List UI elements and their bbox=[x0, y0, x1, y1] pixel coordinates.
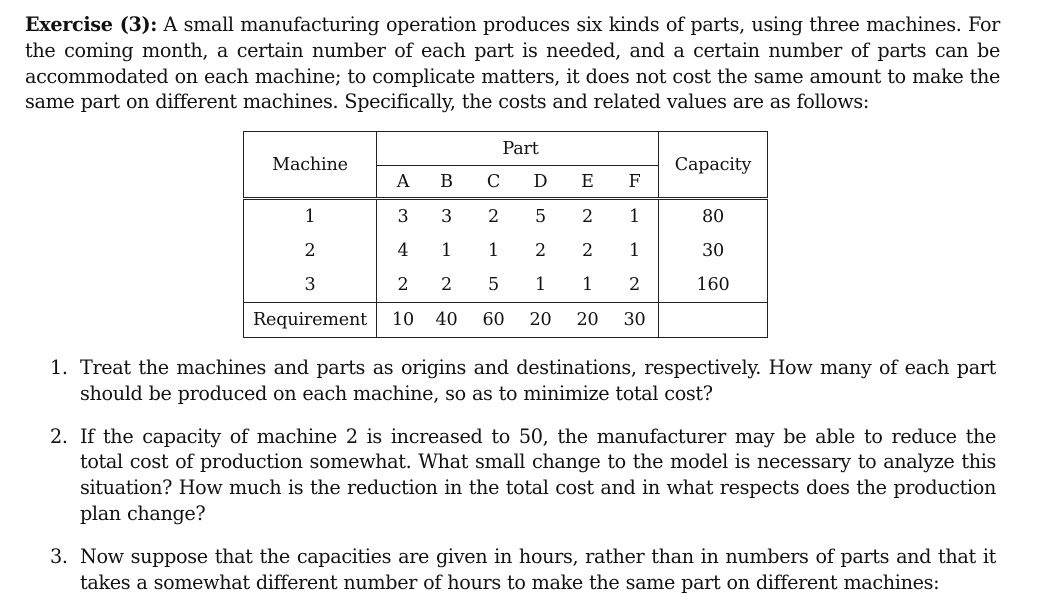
requirement-cell: 30 bbox=[611, 303, 659, 338]
question-number: 3. bbox=[50, 544, 68, 568]
capacity-cell: 30 bbox=[659, 234, 768, 268]
question-text: Treat the machines and parts as origins and destinations, respectively. How many of each part should be produced on each machine, so as to minimize total cost? bbox=[80, 356, 996, 405]
requirement-cell: 60 bbox=[470, 303, 517, 338]
machine-cell: 1 bbox=[244, 199, 377, 235]
part-label-d: D bbox=[517, 166, 564, 199]
cost-cell: 5 bbox=[488, 275, 499, 295]
cost-cell: 2 bbox=[564, 199, 611, 235]
cost-cell: 2 bbox=[470, 199, 517, 235]
question-list bbox=[50, 355, 996, 612]
table-row bbox=[244, 199, 768, 235]
cost-cell: 2 bbox=[397, 275, 409, 295]
cost-cell: 1 bbox=[535, 275, 546, 295]
cost-cell: 1 bbox=[488, 241, 499, 261]
machine-cell: 3 bbox=[244, 268, 377, 303]
cost-cell: 1 bbox=[611, 199, 659, 235]
exercise-label: Exercise (3): bbox=[25, 13, 157, 36]
requirement-row bbox=[244, 303, 768, 338]
requirement-cell: 20 bbox=[517, 303, 564, 338]
table-row bbox=[244, 268, 768, 303]
requirement-cell: 20 bbox=[564, 303, 611, 338]
cost-cell: 2 bbox=[535, 241, 546, 261]
question-item bbox=[50, 544, 996, 596]
cost-cell: 2 bbox=[441, 275, 452, 295]
question-text: Now suppose that the capacities are given in hours, rather than in numbers of parts and that it takes a somewhat different number of hours to make the same part on different machines: bbox=[80, 544, 996, 594]
requirement-label: Requirement bbox=[244, 303, 377, 338]
question-text: If the capacity of machine 2 is increased to 50, the manufacturer may be able to reduce the total cost of production somewhat. What small change to the model is necessary to analyze this situation? How much is the reduction in the total cost and in what respects does the production plan change? bbox=[80, 424, 996, 525]
cost-cell: 4 bbox=[397, 241, 409, 261]
cost-table bbox=[243, 131, 768, 338]
cost-cell: 5 bbox=[517, 199, 564, 235]
table-row bbox=[244, 234, 768, 268]
part-label-c: C bbox=[470, 166, 517, 199]
cost-cell: 1 bbox=[629, 241, 640, 261]
part-header: Part bbox=[377, 132, 659, 166]
requirement-capacity-empty bbox=[659, 303, 768, 338]
capacity-cell: 160 bbox=[659, 268, 768, 303]
capacity-header: Capacity bbox=[659, 132, 768, 199]
question-item bbox=[50, 424, 996, 527]
machine-header: Machine bbox=[244, 132, 377, 199]
cost-cell: 1 bbox=[441, 241, 452, 261]
question-number: 2. bbox=[50, 424, 68, 448]
part-label-a: A bbox=[377, 166, 424, 199]
exercise-paragraph bbox=[25, 12, 1000, 115]
capacity-cell: 80 bbox=[659, 199, 768, 235]
part-label-e: E bbox=[564, 166, 611, 199]
part-label-f: F bbox=[611, 166, 659, 199]
requirement-cell: 10 bbox=[377, 303, 424, 338]
cost-cell: 3 bbox=[377, 199, 424, 235]
cost-cell: 2 bbox=[582, 241, 593, 261]
requirement-cell: 40 bbox=[423, 303, 470, 338]
exercise-text: A small manufacturing operation produces six kinds of parts, using three machines. For the coming month, a certain number of each part is needed, and a certain number of parts can be accommodated on each machine; to complicate matters, it does not cost the same amount to make the same part on different machines. Specifically, the costs and related values are as follows: bbox=[25, 13, 1000, 114]
cost-cell: 2 bbox=[629, 275, 640, 295]
part-label-b: B bbox=[423, 166, 470, 199]
cost-cell: 1 bbox=[582, 275, 593, 295]
question-item bbox=[50, 355, 996, 407]
machine-cell: 2 bbox=[244, 234, 377, 268]
question-number: 1. bbox=[50, 356, 68, 379]
cost-cell: 3 bbox=[423, 199, 470, 235]
